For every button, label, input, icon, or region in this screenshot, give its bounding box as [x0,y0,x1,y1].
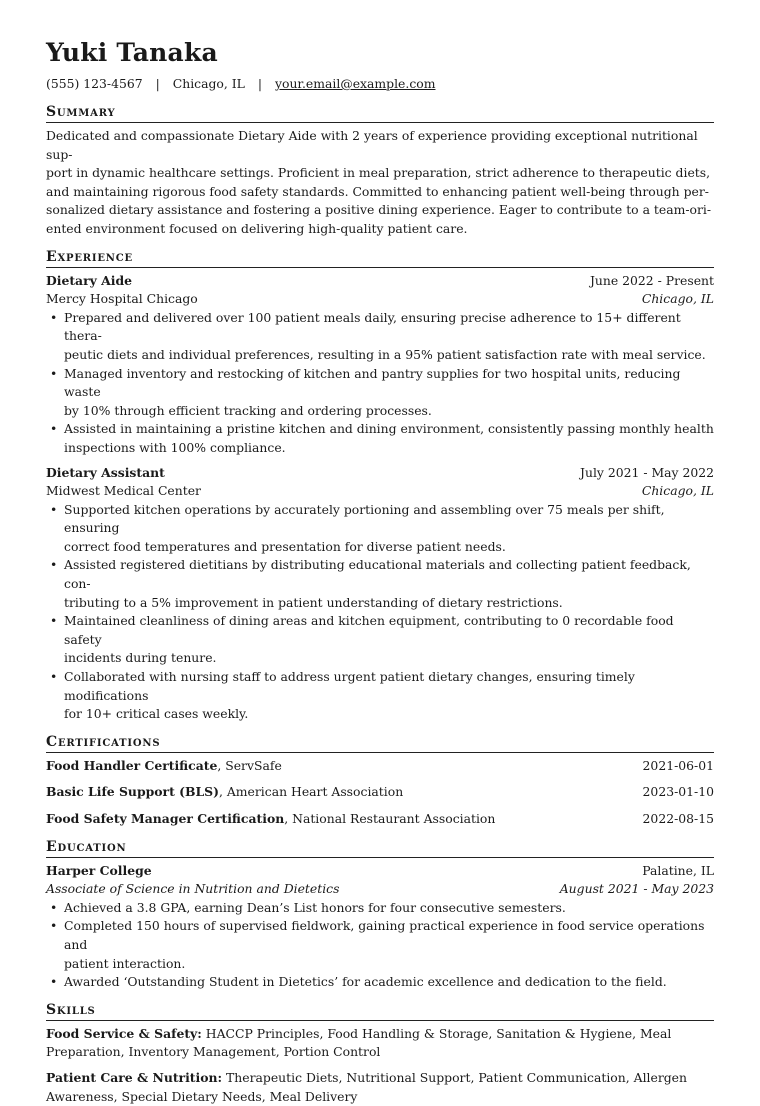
section-title-skills: Skills [46,1001,714,1021]
job-entry [46,464,714,724]
school-location: Palatine, IL [642,862,714,878]
job-organization: Midwest Medical Center [46,483,201,499]
certification-issuer: , ServSafe [217,757,282,773]
email-link[interactable]: your.email@example.com [274,76,436,91]
list-item [64,612,714,668]
section-title-summary: Summary [46,103,714,123]
bullet-line: patient interaction. [64,955,186,971]
list-item [64,309,714,365]
candidate-name: Yuki Tanaka [46,38,218,67]
skill-group [46,1069,714,1106]
bullet-line: Assisted in maintaining a pristine kitchen and dining environment, consistently passing monthly health [64,421,714,437]
bullet-line: Achieved a 3.8 GPA, earning Dean’s List honors for four consecutive semesters. [64,899,566,915]
contact-line [46,75,714,93]
job-dates: June 2022 - Present [589,272,714,288]
certification-date: 2022-08-15 [642,811,714,826]
location: Chicago, IL [172,76,245,91]
education-bullets [46,899,714,992]
job-header [46,464,714,483]
school-name: Harper College [46,862,152,878]
job-bullets [46,309,714,458]
skill-group-label: Patient Care & Nutrition: [46,1069,223,1085]
job-bullets [46,501,714,724]
summary-line: and maintaining rigorous food safety standards. Committed to enhancing patient well-being through per- [46,183,709,199]
skill-list-line: Therapeutic Diets, Nutritional Support, Patient Communication, Allergen [222,1069,687,1085]
certification-name: Basic Life Support (BLS) [46,784,219,800]
certification-row [46,783,714,802]
summary-line: Dedicated and compassionate Dietary Aide with 2 years of experience providing exceptional nutritional sup- [46,128,698,162]
summary-line: port in dynamic healthcare settings. Proficient in meal preparation, strict adherence to therapeutic diets, [46,165,711,181]
job-location: Chicago, IL [641,291,714,307]
summary-text [46,127,714,239]
job-subheader [46,482,714,501]
bullet-line: by 10% through efficient tracking and ordering processes. [64,402,432,418]
bullet-line: Completed 150 hours of supervised fieldwork, gaining practical experience in food service operations and [64,918,705,952]
bullet-line: Managed inventory and restocking of kitchen and pantry supplies for two hospital units, reducing waste [64,365,681,400]
section-title-certifications: Certifications [46,733,714,753]
job-subheader [46,290,714,309]
job-dates: July 2021 - May 2022 [580,464,714,480]
section-title-experience: Experience [46,248,714,268]
certification-issuer: , American Heart Association [218,784,404,800]
bullet-line: Awarded ‘Outstanding Student in Dietetics’ for academic excellence and dedication to the field. [64,974,667,990]
bullet-line: Assisted registered dietitians by distributing educational materials and collecting patient feedback, con- [64,557,691,592]
job-role: Dietary Assistant [46,464,165,480]
contact-separator: | [155,76,160,91]
list-item [64,556,714,612]
bullet-line: for 10+ critical cases weekly. [64,706,249,722]
bullet-line: Prepared and delivered over 100 patient meals daily, ensuring precise adherence to 15+ different thera- [64,309,681,344]
bullet-line: tributing to a 5% improvement in patient understanding of dietary restrictions. [64,594,563,610]
skill-group [46,1025,714,1062]
list-item [64,501,714,557]
section-title-education: Education [46,838,714,858]
summary-line: ented environment focused on delivering high-quality patient care. [46,220,468,236]
bullet-line: incidents during tenure. [64,650,217,666]
job-organization: Mercy Hospital Chicago [46,291,198,307]
contact-separator: | [257,76,263,91]
job-role: Dietary Aide [46,272,132,288]
bullet-line: inspections with 100% compliance. [64,439,286,455]
certification-date: 2021-06-01 [642,757,714,773]
phone-number: (555) 123-4567 [46,76,143,91]
degree-name: Associate of Science in Nutrition and Dietetics [46,881,340,897]
summary-line: sonalized dietary assistance and fostering a positive dining experience. Eager to contribute to a team-ori- [46,202,712,218]
list-item [64,668,714,724]
education-dates: August 2021 - May 2023 [559,881,714,897]
certification-name: Food Handler Certificate [46,757,218,773]
list-item [64,365,714,421]
list-item [64,899,714,918]
job-entry [46,272,714,458]
list-item [64,917,714,973]
list-item [64,973,714,992]
education-header [46,862,714,881]
skill-group-label: Food Service & Safety: [46,1025,202,1041]
certification-name: Food Safety Manager Certification [46,811,285,826]
bullet-line: correct food temperatures and presentation for diverse patient needs. [64,538,506,554]
skill-list-line: HACCP Principles, Food Handling & Storage, Sanitation & Hygiene, Meal [201,1025,672,1041]
job-header [46,272,714,291]
certification-row [46,757,714,776]
certification-date: 2023-01-10 [642,784,714,800]
certification-issuer: , National Restaurant Association [284,811,496,826]
skill-list-line: Preparation, Inventory Management, Portion Control [46,1044,381,1060]
certification-row [46,810,714,829]
bullet-line: Supported kitchen operations by accurately portioning and assembling over 75 meals per shift, ensuring [64,501,665,536]
list-item [64,420,714,457]
bullet-line: Maintained cleanliness of dining areas and kitchen equipment, contributing to 0 recordable food safety [64,613,674,647]
skill-list-line: Awareness, Special Dietary Needs, Meal Delivery [46,1088,358,1104]
education-subheader [46,880,714,899]
job-location: Chicago, IL [641,483,714,499]
bullet-line: Collaborated with nursing staff to address urgent patient dietary changes, ensuring timely modifications [64,669,635,703]
bullet-line: peutic diets and individual preferences, resulting in a 95% patient satisfaction rate with meal service. [64,346,706,362]
